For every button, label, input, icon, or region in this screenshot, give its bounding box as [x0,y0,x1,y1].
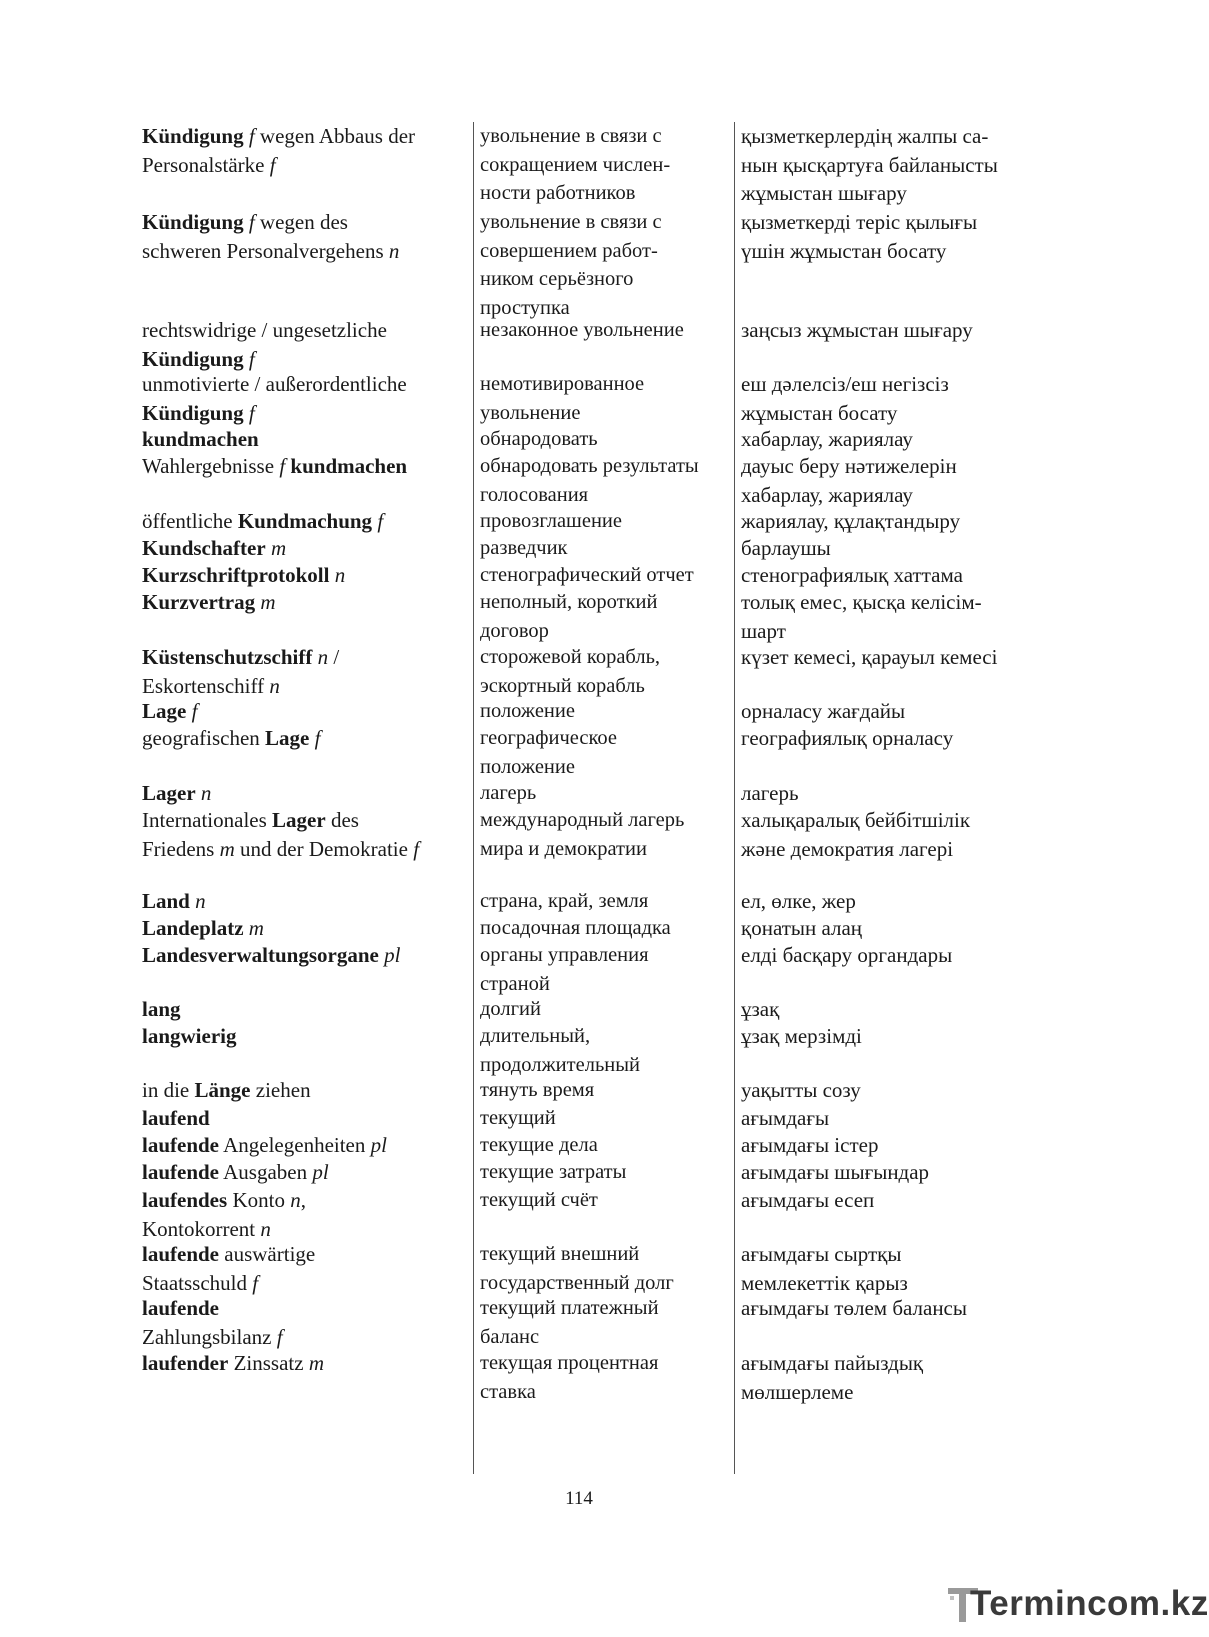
headword: laufende [142,1242,220,1266]
term-text: rechtswidrige / ungesetzliche [142,318,387,342]
russian-translation-line: страна, край, земля [480,890,649,912]
russian-translation-line: страной [480,972,550,995]
kazakh-translation-line: ел, өлке, жер [741,889,856,913]
german-term [142,122,462,179]
russian-translation [480,643,730,700]
russian-translation-line: государственный долг [480,1271,674,1294]
russian-translation-line: длительный, [480,1025,591,1047]
kazakh-translation-line: күзет кемесі, қарауыл кемесі [741,645,998,669]
headword: laufende [142,1296,220,1320]
headword: Landesverwaltungsorgane [142,943,379,967]
russian-translation-line: неполный, короткий [480,591,658,613]
german-term [142,561,462,590]
russian-translation [480,995,730,1024]
kazakh-translation-line: ұзақ [741,997,780,1021]
grammar-marker: n [312,645,329,669]
term-text: öffentliche [142,509,238,533]
grammar-marker: m [303,1351,324,1375]
kazakh-translation-line: ағымдағы [741,1106,830,1130]
german-term-line [142,1323,462,1352]
russian-translation [480,1131,730,1160]
grammar-marker: pl [370,1133,387,1157]
russian-translation-line: положение [480,755,575,778]
german-term-line [142,399,462,428]
kazakh-translation [741,643,1041,672]
kazakh-translation [741,122,1041,208]
headword: laufende [142,1133,220,1157]
kazakh-translation [741,1104,1041,1133]
russian-translation [480,697,730,726]
term-text: auswärtige [219,1242,316,1266]
column-divider-right [734,122,735,1474]
headword: laufender [142,1351,229,1375]
german-term-line [142,534,462,563]
russian-translation [480,1349,730,1406]
german-term [142,887,462,916]
russian-translation-line: мира и демократии [480,837,647,860]
kazakh-translation-line: ағымдағы істер [741,1133,879,1157]
kazakh-translation-line: хабарлау, жариялау [741,482,913,507]
kazakh-translation-line: ағымдағы сыртқы [741,1242,902,1266]
german-term-line [142,208,462,237]
german-term-line [142,237,462,266]
kazakh-translation [741,941,1041,970]
russian-translation [480,561,730,590]
kazakh-translation [741,887,1041,916]
german-term [142,1131,462,1160]
russian-translation [480,914,730,943]
russian-translation [480,1186,730,1215]
headword: Lage [265,726,310,750]
kazakh-translation [741,208,1041,265]
russian-translation [480,887,730,916]
german-term [142,914,462,943]
russian-translation [480,941,730,998]
german-term-line [142,1104,462,1133]
russian-translation [480,316,730,345]
russian-translation [480,1158,730,1187]
term-text: und der Demokratie [234,836,408,861]
german-term-line [142,806,462,835]
grammar-marker: f [243,210,255,234]
term-text: Eskortenschiff [142,673,265,698]
kazakh-translation [741,1131,1041,1160]
kazakh-translation-line: мемлекеттік қарыз [741,1270,908,1295]
term-text: Zinssatz [228,1351,304,1375]
headword: Kundmachung [237,509,373,533]
german-term [142,507,462,536]
german-term [142,697,462,726]
grammar-marker: f [264,152,276,177]
russian-translation-line: положение [480,700,575,722]
headword: Kurzvertrag [142,590,256,614]
headword: kundmachen [142,427,259,451]
term-text: wegen Abbaus der [254,124,416,148]
russian-translation [480,1022,730,1079]
russian-translation-line: разведчик [480,537,568,559]
term-text: Personalstärke [142,152,265,177]
kazakh-translation [741,806,1041,863]
kazakh-translation-line: жұмыстан шығару [741,181,907,206]
grammar-marker: n [189,889,206,913]
headword: Landeplatz [142,916,244,940]
kazakh-translation [741,452,1041,509]
russian-translation-line: эскортный корабль [480,674,645,697]
russian-translation-line: ником серьёзного [480,268,634,291]
grammar-marker: pl [312,1160,329,1184]
grammar-marker: f [271,1324,283,1349]
german-term [142,1076,462,1105]
russian-translation-line: лагерь [480,782,537,804]
kazakh-translation [741,1349,1041,1406]
russian-translation-line: увольнение [480,401,581,424]
term-text: Zahlungsbilanz [142,1324,272,1349]
term-text: Friedens [142,836,215,861]
russian-translation-line: обнародовать [480,428,598,450]
russian-translation-line: договор [480,619,549,642]
russian-translation [480,1240,730,1297]
german-term [142,452,462,481]
kazakh-translation [741,534,1041,563]
term-text: , [300,1188,306,1212]
german-term-line [142,887,462,916]
kazakh-translation-line: заңсыз жұмыстан шығару [741,318,973,342]
russian-translation-line: обнародовать результаты [480,455,699,477]
german-term [142,316,462,373]
kazakh-translation-line: қонатын алаң [741,916,863,940]
german-term [142,941,462,970]
term-text: Staatsschuld [142,1270,247,1295]
grammar-marker: f [372,509,384,533]
german-term-line [142,1022,462,1051]
page-number: 114 [565,1488,593,1509]
term-text: Kontokorrent [142,1216,256,1241]
kazakh-translation-line: мөлшерлеме [741,1379,854,1404]
german-term-line [142,1131,462,1160]
kazakh-translation-line: ағымдағы есеп [741,1188,875,1212]
russian-translation-line: продолжительный [480,1053,641,1076]
german-term [142,995,462,1024]
headword: laufendes [142,1188,228,1212]
headword: Lager [142,781,196,805]
kazakh-translation-line: орналасу жағдайы [741,699,906,723]
german-term [142,425,462,454]
headword: Kündigung [142,346,244,371]
german-term [142,724,462,753]
grammar-marker: m [265,536,287,560]
kazakh-translation [741,724,1041,753]
kazakh-translation-line: үшін жұмыстан босату [741,238,947,263]
kazakh-translation-line: ағымдағы шығындар [741,1160,930,1184]
german-term-line [142,316,462,345]
russian-translation-line: посадочная площадка [480,917,671,939]
german-term-line [142,1186,462,1215]
term-text: schweren Personalvergehens [142,238,384,263]
russian-translation [480,370,730,427]
kazakh-translation-line: халықаралық бейбітшілік [741,808,971,832]
headword: langwierig [142,1024,237,1048]
grammar-marker: m [243,916,264,940]
russian-translation [480,452,730,509]
kazakh-translation-line: барлаушы [741,536,831,560]
term-text: Ausgaben [219,1160,313,1184]
kazakh-translation-line: жұмыстан босату [741,400,898,425]
german-term [142,588,462,617]
russian-translation [480,1294,730,1351]
german-term-line [142,345,462,374]
russian-translation [480,1076,730,1105]
kazakh-translation [741,914,1041,943]
german-term [142,643,462,700]
term-text: wegen des [254,210,348,234]
german-term [142,1240,462,1297]
headword: Küstenschutzschiff [142,645,313,669]
headword: Kundschafter [142,536,266,560]
german-term [142,1186,462,1243]
term-text: Konto [227,1188,285,1212]
german-term-line [142,941,462,970]
kazakh-translation [741,425,1041,454]
german-term-line [142,561,462,590]
russian-translation-line: проступка [480,296,570,319]
german-term [142,1349,462,1378]
term-text: Wahlergebnisse [142,454,275,478]
headword: Lage [142,699,187,723]
russian-translation-line: текущий [480,1107,556,1129]
kazakh-translation [741,588,1041,645]
german-term [142,1158,462,1187]
headword: Länge [194,1078,251,1102]
german-term-line [142,779,462,808]
term-text: des [325,808,359,832]
grammar-marker: f [186,699,198,723]
kazakh-translation-line: лагерь [741,781,799,805]
german-term [142,1104,462,1133]
russian-translation [480,507,730,536]
headword: Land [142,889,190,913]
russian-translation-line: незаконное увольнение [480,319,684,341]
russian-translation-line: органы управления [480,944,649,966]
kazakh-translation-line: еш дәлелсіз/еш негізсіз [741,372,949,396]
kazakh-translation-line: шарт [741,618,786,643]
grammar-marker: m [214,836,235,861]
headword: kundmachen [285,454,408,478]
russian-translation-line: ставка [480,1380,536,1403]
kazakh-translation-line: ұзақ мерзімді [741,1024,862,1048]
term-text: Internationales [142,808,273,832]
grammar-marker: pl [378,943,401,967]
grammar-marker: f [407,836,420,861]
german-term-line [142,724,462,753]
german-term-line [142,1294,462,1323]
german-term-line [142,122,462,151]
russian-translation-line: долгий [480,998,541,1020]
headword: lang [142,997,181,1021]
termincom-logo [948,1582,1209,1632]
russian-translation-line: увольнение в связи с [480,125,662,147]
german-term-line [142,1215,462,1244]
russian-translation-line: голосования [480,483,589,506]
russian-translation-line: увольнение в связи с [480,211,662,233]
kazakh-translation [741,1186,1041,1215]
grammar-marker: n [264,673,280,698]
kazakh-translation [741,697,1041,726]
kazakh-translation-line: және демократия лагері [741,836,954,861]
kazakh-translation-line: уақытты созу [741,1078,861,1102]
russian-translation-line: провозглашение [480,510,622,532]
german-term-line [142,1076,462,1105]
russian-translation-line: сторожевой корабль, [480,646,661,668]
russian-translation-line: текущие затраты [480,1161,627,1183]
term-text: ziehen [250,1078,311,1102]
grammar-marker: n [284,1188,301,1212]
headword: laufend [142,1106,210,1130]
german-term-line [142,151,462,180]
russian-translation-line: текущий счёт [480,1189,598,1211]
kazakh-translation-line: қызметкерді теріс қылығы [741,210,978,234]
column-divider-left [473,122,474,1474]
russian-translation-line: текущий внешний [480,1243,640,1265]
term-text: unmotivierte / außerordentliche [142,372,407,396]
grammar-marker: f [247,1270,259,1295]
german-term-line [142,697,462,726]
german-term [142,1022,462,1051]
russian-translation-line: совершением работ- [480,239,658,262]
kazakh-translation [741,561,1041,590]
grammar-marker: f [243,346,255,371]
headword: laufende [142,1160,220,1184]
grammar-marker: m [255,590,276,614]
german-term-line [142,370,462,399]
german-term-line [142,452,462,481]
term-text: geografischen [142,726,266,750]
kazakh-translation [741,1158,1041,1187]
russian-translation-line: немотивированное [480,373,645,395]
grammar-marker: n [383,238,400,263]
grammar-marker: f [243,124,255,148]
russian-translation [480,724,730,781]
kazakh-translation-line: нын қысқартуға байланысты [741,152,998,177]
grammar-marker: f [274,454,286,478]
headword: Kündigung [142,210,244,234]
kazakh-translation-line: жариялау, құлақтандыру [741,509,961,533]
german-term-line [142,588,462,617]
russian-translation [480,779,730,808]
kazakh-translation [741,370,1041,427]
russian-translation [480,208,730,322]
russian-translation [480,1104,730,1133]
grammar-marker: n [255,1216,271,1241]
headword: Kurzschriftprotokoll [142,563,330,587]
headword: Lager [272,808,326,832]
russian-translation [480,122,730,208]
grammar-marker: f [243,400,255,425]
grammar-marker: n [329,563,346,587]
russian-translation-line: тянуть время [480,1079,595,1101]
kazakh-translation [741,1076,1041,1105]
german-term [142,208,462,265]
kazakh-translation [741,995,1041,1024]
headword: Kündigung [142,124,244,148]
kazakh-translation [741,1240,1041,1297]
russian-translation-line: географическое [480,727,618,749]
german-term-line [142,835,462,864]
german-term [142,779,462,808]
russian-translation-line: международный лагерь [480,809,685,831]
german-term-line [142,672,462,701]
russian-translation [480,588,730,645]
kazakh-translation-line: географиялық орналасу [741,726,954,750]
german-term-line [142,1240,462,1269]
russian-translation-line: стенографический отчет [480,564,694,586]
logo-wordmark: Termincom.kz [970,1584,1209,1623]
russian-translation-line: ности работников [480,182,636,205]
russian-translation [480,425,730,454]
kazakh-translation-line: елді басқару органдары [741,943,953,967]
german-term [142,370,462,427]
kazakh-translation-line: дауыс беру нәтижелерін [741,454,957,478]
kazakh-translation-line: ағымдағы төлем балансы [741,1296,967,1320]
german-term-line [142,1269,462,1298]
kazakh-translation-line: хабарлау, жариялау [741,427,913,451]
kazakh-translation-line: толық емес, қысқа келісім- [741,590,982,614]
german-term-line [142,425,462,454]
russian-translation-line: баланс [480,1325,540,1348]
russian-translation-line: сокращением числен- [480,153,671,176]
german-term [142,1294,462,1351]
russian-translation [480,806,730,863]
term-text: Angelegenheiten [219,1133,371,1157]
kazakh-translation-line: ағымдағы пайыздық [741,1351,924,1375]
grammar-marker: n [195,781,212,805]
german-term-line [142,643,462,672]
term-text: / [328,645,340,669]
russian-translation-line: текущий платежный [480,1297,659,1319]
german-term [142,534,462,563]
kazakh-translation-line: стенографиялық хаттама [741,563,963,587]
german-term-line [142,914,462,943]
kazakh-translation [741,779,1041,808]
kazakh-translation [741,1022,1041,1051]
german-term-line [142,1158,462,1187]
russian-translation [480,534,730,563]
kazakh-translation [741,1294,1041,1323]
russian-translation-line: текущие дела [480,1134,598,1156]
russian-translation-line: текущая процентная [480,1352,659,1374]
german-term-line [142,507,462,536]
kazakh-translation [741,316,1041,345]
kazakh-translation-line: қызметкерлердің жалпы са- [741,124,989,148]
german-term-line [142,1349,462,1378]
headword: Kündigung [142,400,244,425]
term-text: in die [142,1078,195,1102]
grammar-marker: f [309,726,321,750]
kazakh-translation [741,507,1041,536]
german-term [142,806,462,863]
german-term-line [142,995,462,1024]
